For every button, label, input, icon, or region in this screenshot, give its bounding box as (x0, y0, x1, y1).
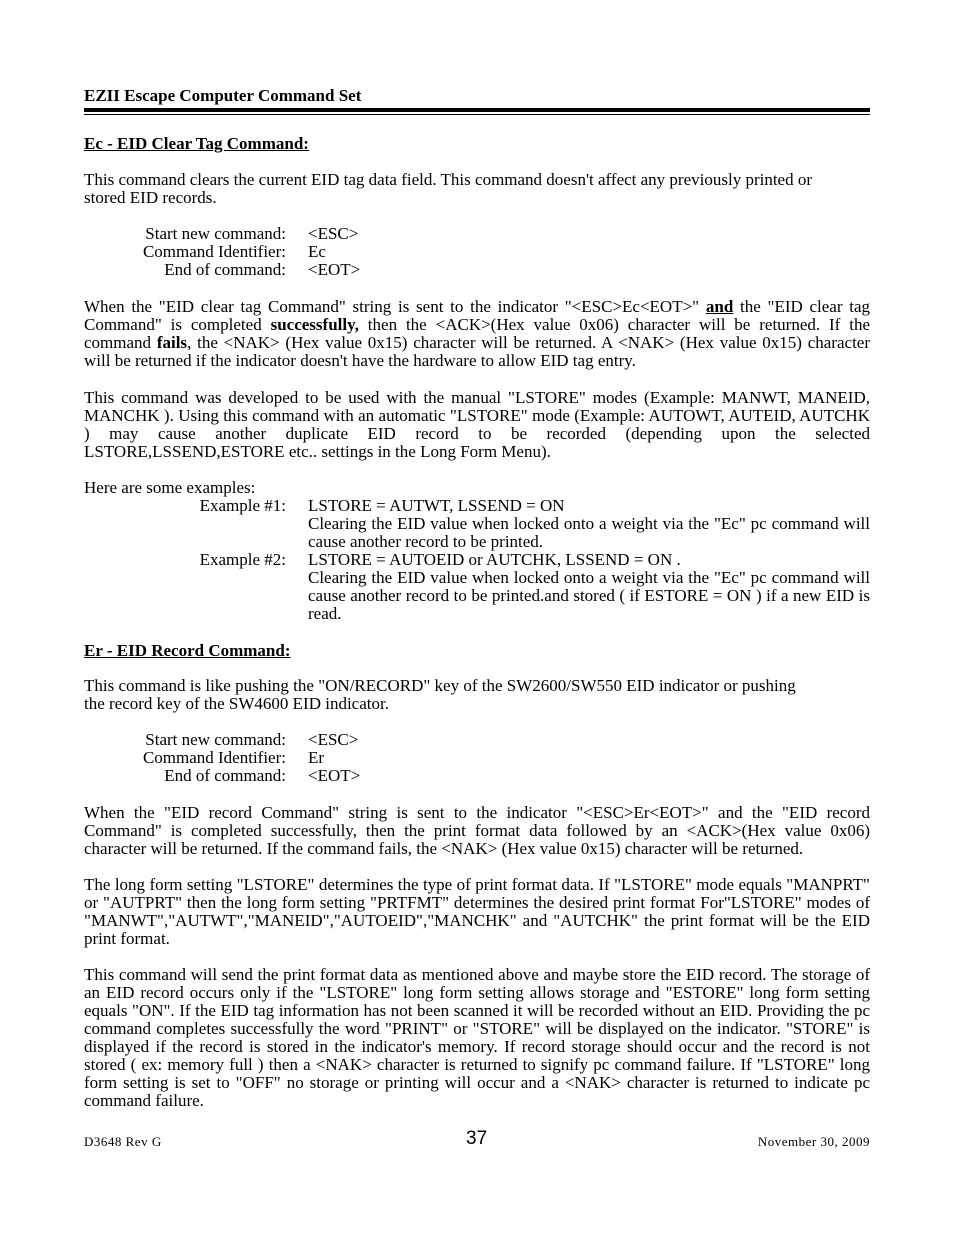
identifier-label: Command Identifier: (142, 242, 286, 261)
example-setting: LSTORE = AUTOEID or AUTCHK, LSSEND = ON . (308, 550, 681, 569)
footer-document-number: D3648 Rev G (84, 1134, 162, 1149)
er-lstore-paragraph: The long form setting "LSTORE" determines the type of print format data. If "LSTORE" mode equals "MANPRT" or "AUTPRT" then the long form setting "PRTFMT" determines the desired print format For"LSTORE" modes of "MANWT","AUTWT","MANEID","AUTOEID","MANCHK" and "AUTCHK" the print format will be the EID print format. (84, 875, 870, 948)
example-item (84, 497, 870, 551)
er-intro-paragraph: This command is like pushing the "ON/RECORD" key of the SW2600/SW550 EID indicator or pushing the record key of the SW4600 EID indicator. (84, 676, 796, 713)
start-label: Start new command: (145, 224, 286, 243)
footer-page-number: 37 (466, 1128, 488, 1149)
example-item (84, 551, 870, 623)
identifier-label: Command Identifier: (142, 748, 286, 767)
end-label: End of command: (164, 766, 286, 785)
er-command-block (84, 731, 360, 785)
identifier-value: Er (308, 748, 325, 767)
ec-usage-paragraph: This command was developed to be used with the manual "LSTORE" modes (Example: MANWT, MANEID, MANCHK ). Using this command with an automatic "LSTORE" mode (Example: AUTOWT, AUTEID, AUTCHK ) may cause another duplicate EID record to be recorded (depending upon the selected LSTORE,LSSEND,ESTORE etc.. settings in the Long Form Menu). (84, 388, 870, 461)
end-value: <EOT> (308, 766, 361, 785)
start-value: <ESC> (308, 224, 359, 243)
footer-date: November 30, 2009 (757, 1134, 870, 1149)
ec-command-block (84, 225, 360, 279)
er-response-paragraph: When the "EID record Command" string is sent to the indicator "<ESC>Er<EOT>" and the "EID record Command" is completed successfully, then the print format data followed by an <ACK>(Hex value 0x06) character will be returned. If the command fails, the <NAK> (Hex value 0x15) character will be returned. (84, 803, 870, 858)
example-setting: LSTORE = AUTWT, LSSEND = ON (308, 496, 565, 515)
start-label: Start new command: (145, 730, 286, 749)
end-value: <EOT> (308, 260, 361, 279)
example-description: Clearing the EID value when locked onto a weight via the "Ec" pc command will cause another record to be printed.and stored ( if ESTORE = ON ) if a new EID is read. (308, 568, 870, 623)
ec-response-paragraph: When the "EID clear tag Command" string is sent to the indicator "<ESC>Ec<EOT>" and the "EID clear tag Command" is completed successfully, then the <ACK>(Hex value 0x06) character will be returned. If the command fails, the <NAK> (Hex value 0x15) character will be returned. A <NAK> (Hex value 0x15) character will be returned if the indicator doesn't have the hardware to allow EID tag entry. (84, 297, 871, 370)
example-description: Clearing the EID value when locked onto a weight via the "Ec" pc command will cause another record to be printed. (308, 514, 870, 551)
ec-intro-paragraph: This command clears the current EID tag data field. This command doesn't affect any previously printed or stored EID records. (84, 170, 813, 207)
example-label: Example #1: (199, 496, 286, 515)
examples-block (84, 497, 870, 623)
identifier-value: Ec (308, 242, 326, 261)
running-header: EZII Escape Computer Command Set (84, 86, 362, 105)
section-heading-ec: Ec - EID Clear Tag Command: (84, 134, 309, 153)
examples-intro: Here are some examples: (84, 478, 256, 497)
header-rule-thin (84, 114, 870, 115)
header-rule-thick (84, 108, 870, 112)
start-value: <ESC> (308, 730, 359, 749)
example-label: Example #2: (199, 550, 286, 569)
er-storage-paragraph: This command will send the print format data as mentioned above and maybe store the EID record. The storage of an EID record occurs only if the "LSTORE" long form setting allows storage and "ESTORE" long form setting equals "ON". If the EID tag information has not been scanned it will be recorded without an EID. Providing the pc command completes successfully the word "PRINT" or "STORE" will be displayed on the indicator. "STORE" is displayed if the record is stored in the indicator's memory. If record storage should occur and the record is not stored ( ex: memory full ) then a <NAK> character is returned to signify pc command failure. If "LSTORE" long form setting is set to "OFF" no storage or printing will occur and a <NAK> character is returned to indicate pc command failure. (84, 965, 870, 1110)
end-label: End of command: (164, 260, 286, 279)
section-heading-er: Er - EID Record Command: (84, 641, 291, 660)
